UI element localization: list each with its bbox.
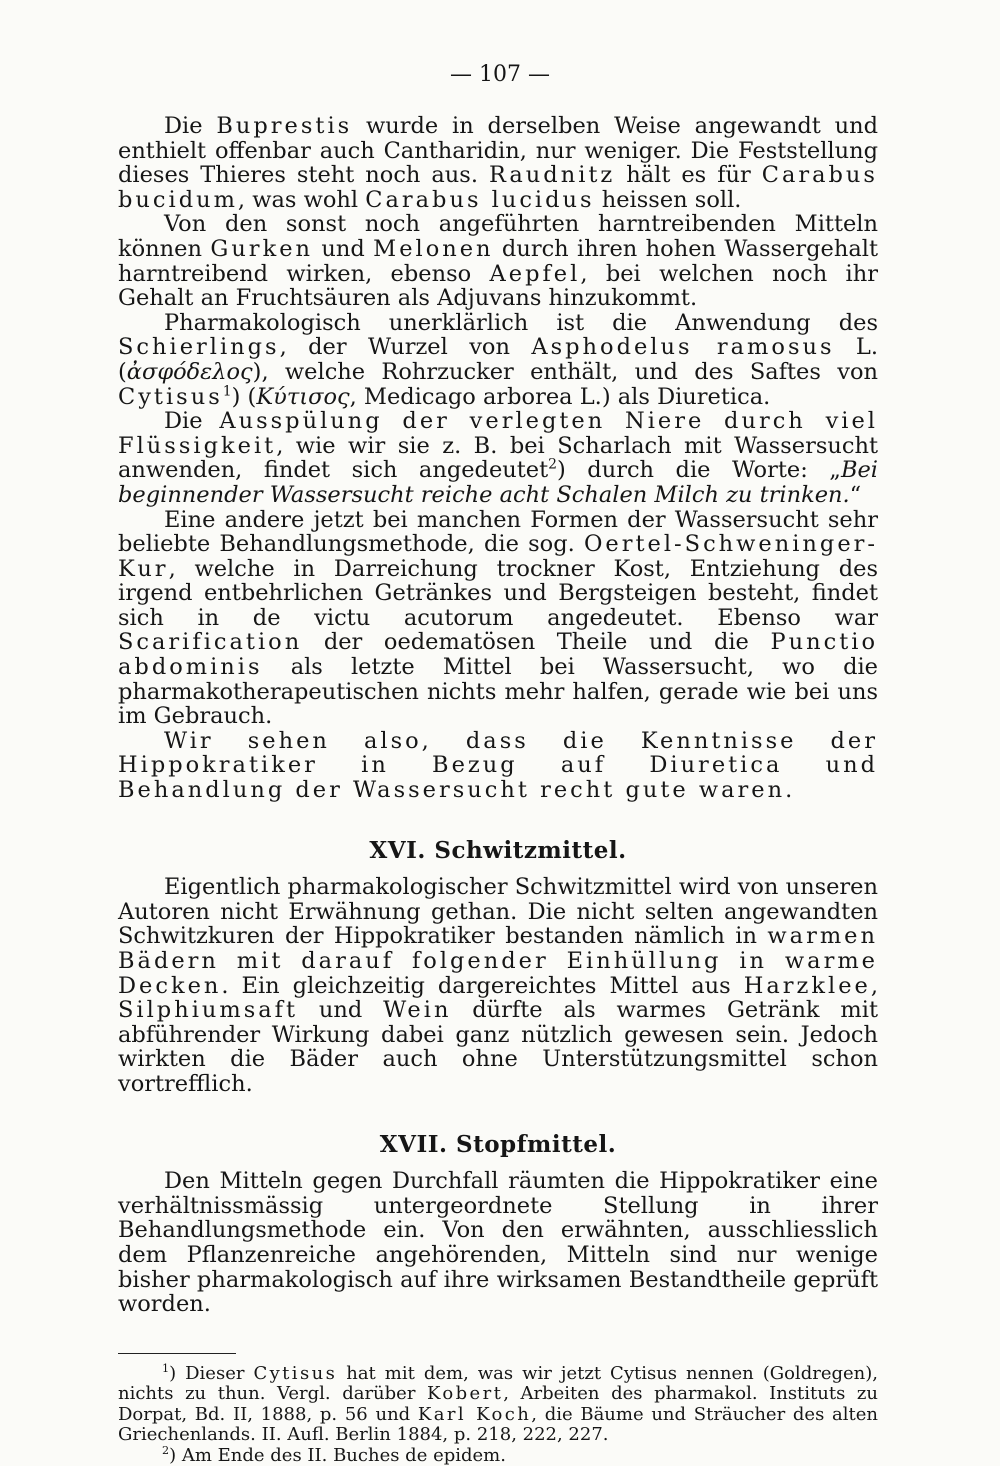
footnote-number: 1: [162, 1361, 170, 1375]
paragraph: Pharmakologisch unerklärlich ist die Anwendung des Schierlings, der Wurzel von Asphodelus ramosus L. (ἀσφόδελος), welche Rohrzucker enthält, und des Saftes von Cytisus$^1$) (Κύτισος, Medicago arborea L.) als Diuretica.: [118, 309, 879, 410]
paragraph: Die Ausspülung der verlegten Niere durch viel Flüssigkeit, wie wir sie z. B. bei Scharlach mit Wassersucht anwenden, findet sich angedeutet$^2$) durch die Worte: „Bei beginnender Wassersucht reiche acht Schalen Milch zu trinken.“: [118, 408, 879, 508]
spaced-term: Raudnitz: [488, 162, 616, 189]
spaced-term: Buprestis: [216, 113, 353, 139]
footnote: $^2$) Am Ende des II. Buches de epidem.: [162, 1443, 506, 1466]
spaced-term: Carabus lucidus: [365, 186, 595, 213]
footnote-divider: [118, 1353, 236, 1354]
main-text: [118, 114, 878, 1466]
greek-term: Κύτισος: [256, 383, 350, 410]
spaced-term: Punctio abdominis: [118, 629, 878, 681]
spaced-term: Kobert: [427, 1383, 504, 1405]
spaced-term: Oertel-Schweninger-Kur: [118, 531, 878, 582]
paragraph: Die Buprestis wurde in derselben Weise angewandt und enthielt offenbar auch Cantharidin, nur weniger. Die Feststellung dieses Thieres steht noch aus. Raudnitz hält es für Carabus bucidum, was wohl Carabus lucidus heissen soll.: [118, 113, 878, 213]
page-number: — 107 —: [450, 62, 550, 87]
spaced-term: Harzklee: [743, 972, 871, 999]
italic-quote: Bei beginnender Wassersucht reiche acht Schalen Milch zu trinken.: [118, 457, 878, 508]
section-heading: XVI. Schwitzmittel.: [369, 836, 627, 864]
paragraph: Eine andere jetzt bei manchen Formen der Wassersucht sehr beliebte Behandlungsmethode, die sog. Oertel-Schweninger-Kur, welche in Darreichung trockner Kost, Entziehung des irgend entbehrlichen Getränkes und Bergsteigen besteht, findet sich in de victu acutorum angedeutet. Ebenso war Scarification der oedematösen Theile und die Punctio abdominis als letzte Mittel bei Wassersucht, wo die pharmakotherapeutischen nichts mehr halfen, gerade wie bei uns im Gebrauch.: [118, 506, 878, 730]
spaced-term: Gurken: [210, 235, 314, 262]
paragraph: Von den sonst noch angeführten harntreibenden Mitteln können Gurken und Melonen durch ihren hohen Wassergehalt harntreibend wirken, ebenso Aepfel, bei welchen noch ihr Gehalt an Fruchtsäuren als Adjuvans hinzukommt.: [118, 211, 878, 312]
footnote: $^1$) Dieser Cytisus hat mit dem, was wir jetzt Cytisus nennen (Goldregen), nichts zu thun. Vergl. darüber Kobert, Arbeiten des pharmakol. Instituts zu Dorpat, Bd. II, 1888, p. 56 und Karl Koch, die Bäume und Sträucher des alten Griechenlands. II. Aufl. Berlin 1884, p. 218, 222, 227.: [118, 1361, 878, 1446]
spaced-term: Cytisus: [118, 383, 223, 410]
spaced-term: Cytisus: [253, 1362, 338, 1384]
footnote-ref: 2: [548, 456, 558, 473]
spaced-term: Asphodelus ramosus: [531, 334, 835, 361]
spaced-term: Wein: [383, 997, 452, 1024]
spaced-term: Melonen: [373, 235, 494, 262]
spaced-term: Silphiumsaft: [118, 997, 299, 1024]
paragraph: Eigentlich pharmakologischer Schwitzmittel wird von unseren Autoren nicht Erwähnung gethan. Die nicht selten angewandten Schwitzkuren der Hippokratiker bestanden nämlich in warmen Bädern mit darauf folgender Einhüllung in warme Decken. Ein gleichzeitig dargereichtes Mittel aus Harzklee, Silphiumsaft und Wein dürfte als warmes Getränk mit abführender Wirkung dabei ganz nützlich gewesen sein. Jedoch wirkten die Bäder auch ohne Unterstützungsmittel schon vortrefflich.: [118, 874, 878, 1097]
paragraph: Den Mitteln gegen Durchfall räumten die Hippokratiker eine verhältnissmässig untergeordnete Stellung in ihrer Behandlungsmethode ein. Von den erwähnten, ausschliesslich dem Pflanzenreiche angehörenden, Mitteln sind nur wenige bisher pharmakologisch auf ihre wirksamen Bestandtheile geprüft worden.: [118, 1168, 878, 1318]
spaced-term: Scarification: [118, 629, 303, 656]
spaced-term: Schierlings: [118, 334, 280, 361]
spaced-term: Carabus bucidum: [118, 162, 878, 213]
greek-term: ἀσφόδελος: [126, 358, 253, 385]
footnote-number: 2: [162, 1443, 170, 1457]
spaced-term: Karl Koch: [417, 1403, 532, 1425]
spaced-term: Ausspülung der verlegten Niere durch viel Flüssigkeit: [118, 408, 879, 459]
spaced-term: Aepfel: [489, 260, 581, 287]
spaced-term: warmen Bädern mit darauf folgender Einhüllung in warme Decken: [118, 923, 878, 999]
footnotes: [118, 1361, 878, 1466]
footnote-ref: 1: [222, 383, 232, 400]
paragraph: Wir sehen also, dass die Kenntnisse der Hippokratiker in Bezug auf Diuretica und Behandlung der Wassersucht recht gute waren.: [118, 727, 878, 804]
section-heading: XVII. Stopfmittel.: [379, 1130, 617, 1158]
